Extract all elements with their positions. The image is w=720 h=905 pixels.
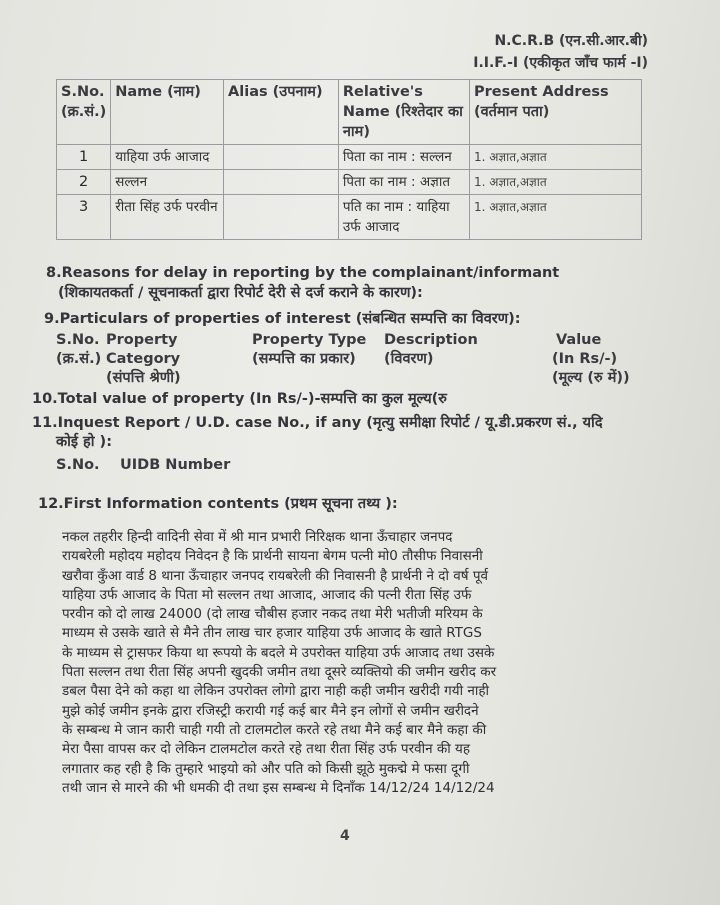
inquest-col-uidb: UIDB Number — [120, 457, 231, 473]
form-id-label: I.I.F.-I (एकीकृत जाँच फार्म -I) — [473, 55, 648, 71]
prop-col-category-hi: (संपत्ति श्रेणी) — [106, 370, 181, 386]
cell-relative: पति का नाम : याहिया उर्फ आजाद — [338, 195, 469, 240]
fir-contents — [62, 528, 602, 798]
section-9-title: 9.Particulars of properties of interest (संबन्धित सम्पत्ति का विवरण): — [44, 311, 521, 327]
cell-address: 1. अज्ञात,अज्ञात — [469, 195, 641, 240]
section-12-title: 12.First Information contents (प्रथम सूचना तथ्य ): — [38, 496, 398, 512]
cell-sno: 1 — [57, 145, 111, 170]
fir-line: के सम्बन्ध मे जान कारी चाही गयी तो टालमटोल करते रहे तथा मैने कई बार मैने कहा की — [62, 721, 487, 738]
fir-line: लगातार कह रही है कि तुम्हारे भाइयो को और पति को किसी झूठे मुकद्मे मे फसा दूगी — [62, 760, 470, 777]
prop-col-sno-hi: (क्र.सं.) — [56, 351, 102, 367]
prop-col-type — [252, 331, 366, 369]
fir-line: रायबरेली महोदय महोदय निवेदन है कि प्रार्थनी सायना बेगम पत्नी मो0 तौसीफ निवासनी — [62, 548, 483, 565]
prop-col-category-l2: Category — [106, 351, 181, 367]
cell-alias — [224, 170, 339, 195]
section-8-subtitle: (शिकायतकर्ता / सूचनाकर्ता द्वारा रिपोर्ट देरी से दर्ज कराने के कारण): — [58, 285, 423, 301]
cell-address: 1. अज्ञात,अज्ञात — [469, 170, 641, 195]
fir-line: के माध्यम से ट्रासफर किया था रूपयो के बदले मे उपरोक्त याहिया उर्फ आजाद तथा उसके — [62, 644, 495, 661]
header-relative: Relative's Name (रिश्तेदार का नाम) — [338, 80, 469, 145]
cell-sno: 3 — [57, 195, 111, 240]
header-alias: Alias (उपनाम) — [224, 80, 339, 145]
header-address: Present Address (वर्तमान पता) — [469, 80, 641, 145]
fir-line: परवीन को दो लाख 24000 (दो लाख चौबीस हजार नकद तथा मेरी भतीजी मरियम के — [62, 606, 483, 623]
prop-col-category-l1: Property — [106, 332, 178, 348]
fir-line: माध्यम से उसके खाते से मैने तीन लाख चार हजार याहिया उर्फ आजाद के खाते RTGS — [62, 625, 482, 642]
prop-col-value-hi: (मूल्य (रु में)) — [552, 370, 630, 386]
table-row — [57, 195, 642, 240]
prop-col-sno-en: S.No. — [56, 332, 100, 348]
prop-col-description-en: Description — [384, 332, 478, 348]
fir-line: नकल तहरीर हिन्दी वादिनी सेवा में श्री मान प्रभारी निरिक्षक थाना ऊँचाहार जनपद — [62, 529, 453, 545]
accused-table — [56, 79, 642, 240]
section-8-title: 8.Reasons for delay in reporting by the complainant/informant — [46, 265, 560, 281]
fir-line: मुझे कोई जमीन इनके द्वारा रजिस्ट्री करायी गई कई बार मैने इन लोगों से जमीन खरीदने — [62, 702, 479, 719]
prop-col-value — [552, 331, 630, 388]
fir-line: तथी जान से मारने की भी धमकी दी तथा इस सम्बन्ध मे दिनाँक 14/12/24 14/12/24 — [62, 779, 495, 796]
cell-address: 1. अज्ञात,अज्ञात — [469, 145, 641, 170]
cell-name: रीता सिंह उर्फ परवीन — [111, 195, 224, 240]
cell-alias — [224, 145, 339, 170]
section-10-title: 10.Total value of property (In Rs/-)-सम्पत्ति का कुल मूल्य(रु — [32, 391, 447, 407]
prop-col-value-en: Value — [556, 332, 602, 348]
cell-sno: 2 — [57, 170, 111, 195]
header-name: Name (नाम) — [111, 80, 224, 145]
cell-alias — [224, 195, 339, 240]
cell-name: याहिया उर्फ आजाद — [111, 145, 224, 170]
cell-name: सल्लन — [111, 170, 224, 195]
prop-col-type-en: Property Type — [252, 332, 367, 348]
fir-line: खरौवा कुँआ वार्ड 8 थाना ऊँचाहार जनपद रायबरेली की निवासनी है प्रार्थनी ने दो वर्ष पूर्व — [62, 567, 489, 584]
fir-line: डबल पैसा देने को कहा था लेकिन उपरोक्त लोगो द्वारा नाही कही जमीन खरीदी गयी नाही — [62, 683, 490, 700]
prop-col-description — [384, 331, 478, 369]
form-header — [473, 30, 648, 74]
fir-line: याहिया उर्फ आजाद के पिता मो सल्लन तथा आजाद, आजाद की पत्नी रीता सिंह उर्फ — [62, 586, 472, 603]
prop-col-value-unit: (In Rs/-) — [552, 351, 618, 367]
prop-col-type-hi: (सम्पत्ति का प्रकार) — [252, 351, 356, 367]
section-11-title-l2: कोई हो ): — [56, 434, 112, 450]
cell-relative: पिता का नाम : सल्लन — [338, 145, 469, 170]
inquest-col-sno: S.No. — [56, 457, 100, 473]
table-header-row — [57, 80, 642, 145]
cell-relative: पिता का नाम : अज्ञात — [338, 170, 469, 195]
ncrb-label: N.C.R.B (एन.सी.आर.बी) — [494, 33, 648, 49]
prop-col-sno — [56, 331, 101, 369]
fir-line: मेरा पैसा वापस कर दो लेकिन टालमटोल करते रहे तथा रीता सिंह उर्फ परवीन की यह — [62, 741, 471, 758]
prop-col-description-hi: (विवरण) — [384, 351, 434, 367]
prop-col-category — [106, 331, 181, 388]
page-number: 4 — [340, 828, 350, 844]
section-11-title-l1: 11.Inquest Report / U.D. case No., if any (मृत्यु समीक्षा रिपोर्ट / यू.डी.प्रकरण सं., यदि — [32, 415, 603, 431]
table-row — [57, 170, 642, 195]
fir-line: पिता सल्लन तथा रीता सिंह अपनी खुदकी जमीन तथा दूसरे व्यक्तियो की जमीन खरीद कर — [62, 664, 497, 681]
header-sno: S.No. (क्र.सं.) — [57, 80, 111, 145]
table-row — [57, 145, 642, 170]
